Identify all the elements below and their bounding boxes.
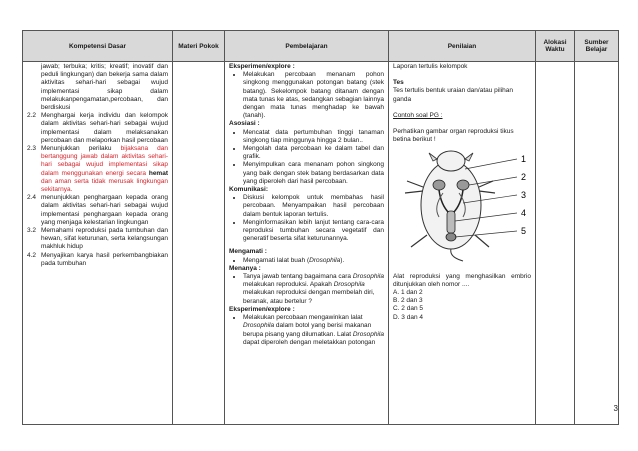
header-kd: Kompetensi Dasar [23,31,173,62]
kd-text-red: bijaksana dan bertanggung jawab dalam aktivitas sehari-hari sebagai wujud implementasi sikap dalam menggunakan energi secara [41,145,168,177]
question-text: Alat reproduksi yang menghasilkan embrio ditunjukkan oleh nomor .... [393,272,531,288]
header-alokasi: Alokasi Waktu [536,31,575,62]
kd-text [41,145,168,194]
section-heading: Eksperimen/explore : [229,305,295,313]
kd-num: 2.4 [27,194,37,202]
option-b: B. 2 dan 3 [393,297,423,305]
mouse-reproductive-organ-figure [393,147,553,265]
content-row [23,62,619,425]
kd-text: menunjukkan penghargaan kepada orang dalam aktivitas sehari-hari sebagai wujud implementasi penghargaan kepada orang yang menjaga kelestarian lingkungan [41,194,168,226]
text: ). [340,256,345,264]
list-item: • Diskusi kelompok untuk membahas hasil percobaan. Menyampaikan hasil percobaan dalam bentuk laporan tertulis. [243,194,384,219]
kd-text: Menghargai kerja individu dan kelompok dalam aktivitas sehari-hari sebagai wujud implementasi dalam melaksanakan percobaan dan melaporkan hasil percobaan [41,112,168,144]
kd-text-red-2: dan aman serta tidak merusak lingkungan sekitarnya. [41,177,168,194]
kd-cell [23,62,173,425]
header-sumber: Sumber Belajar [575,31,619,62]
kd-text: Menyajikan karya hasil perkembangbiakan pada tumbuhan [41,251,168,267]
figure-label-3: 3 [521,190,527,201]
italic-text: Drosophila [333,281,365,289]
rpp-table [22,30,619,425]
contoh-soal-link: Contoh soal PG : [393,111,443,119]
figure-label-2: 2 [521,172,527,183]
header-materi: Materi Pokok [173,31,225,62]
italic-text: Drosophila [309,256,341,264]
kd-text: Memahami reproduksi pada tumbuhan dan hewan, sifat keturunan, serta kelangsungan makhluk hidup [41,227,168,251]
list-item: • Mencatat data pertumbuhan tinggi tanaman singkong tiap minggunya hingga 2 bulan.. [243,129,384,145]
list-item: • Menyimpulkan cara menanam pohon singkong yang baik dengan stek batang berdasarkan data yang diperoleh dari hasil percobaan. [243,161,384,186]
italic-text: Drosophila [243,322,275,330]
penilaian-cell [389,62,536,425]
section-heading: Menanya : [229,264,261,272]
section-heading: Mengamati : [229,248,267,256]
kd-text-bold: hemat [148,169,168,177]
tes-heading: Tes [393,79,404,87]
text: melakukan reproduksi dengan membelah diri, beranak, atau bertelur ? [243,289,375,305]
kd-num: 2.3 [27,145,37,153]
header-penilaian: Penilaian [389,31,536,62]
text: dapat diperoleh dengan meletakkan potongan [243,338,376,346]
penilaian-text: Laporan tertulis kelompok [393,63,468,70]
header-row [23,31,619,62]
pembelajaran-cell [225,62,389,425]
section-heading: Asosiasi : [229,120,260,128]
list-item: • Menginformasikan lebih lanjut tentang cara-cara reproduksi tumbuhan secara vegetatif dan generatif beserta sifat keturunannya. [243,219,384,244]
list-item [243,257,384,265]
kd-item-2-3 [27,145,168,194]
figure-label-5: 5 [521,226,527,237]
page-number: 3 [613,404,618,413]
materi-cell [173,62,225,425]
option-a: A. 1 dan 2 [393,289,423,297]
kd-num: 4.2 [27,251,37,259]
header-pembelajaran: Pembelajaran [225,31,389,62]
kd-continued-text: jawab; terbuka; kritis; kreatif; inovatif dan peduli lingkungan) dan bekerja sama dalam aktivitas sehari-hari sebagai wujud implementasi sikap dalam melakukanpengamatan,percobaan, dan berdiskusi [41,63,168,112]
kd-item-3-2 [27,227,168,252]
text: Melakukan percobaan mengawinkan lalat [243,314,363,322]
kd-item-4-2 [27,252,168,268]
kd-text-black: Menunjukkan perilaku [41,145,112,153]
figure-label-1: 1 [521,154,527,165]
italic-text: Drosophila [352,330,384,338]
figure-label-4: 4 [521,208,527,219]
option-c: C. 2 dan 5 [393,305,423,313]
list-item [243,314,384,347]
text: melakukan reproduksi. Apakah [243,281,332,289]
sumber-cell [575,62,619,425]
kd-item-2-2 [27,112,168,145]
tes-text: Tes tertulis bentuk uraian dan/atau pilihan ganda [393,87,513,103]
perhatikan-text: Perhatikan gambar organ reproduksi tikus betina berikut ! [393,128,514,144]
list-item: • Mengolah data percobaan ke dalam tabel dan grafik. [243,145,384,161]
text: dalam botol yang berisi makanan berupa pisang yang dilumatkan. Lalat [243,322,372,338]
italic-text: Drosophila [352,273,384,281]
kd-num: 3.2 [27,227,37,235]
section-heading: Komunikasi: [229,186,269,194]
section-heading: Eksperimen/explore : [229,63,295,70]
text: Tanya jawab tentang bagaimana cara [243,273,352,281]
list-item: • Melakukan percobaan menanam pohon singkong menggunakan potongan batang (stek batang). Sekelompok batang ditanam dengan mata tunas ke atas, sedangkan sebagian lainnya dengan mata tunas menghadap ke bawah (tanah). [243,71,384,120]
kd-num: 2.2 [27,112,37,120]
option-d: D. 3 dan 4 [393,313,423,321]
text: Mengamati lalat buah ( [243,256,310,264]
kd-item-2-4 [27,194,168,227]
list-item [243,273,384,306]
